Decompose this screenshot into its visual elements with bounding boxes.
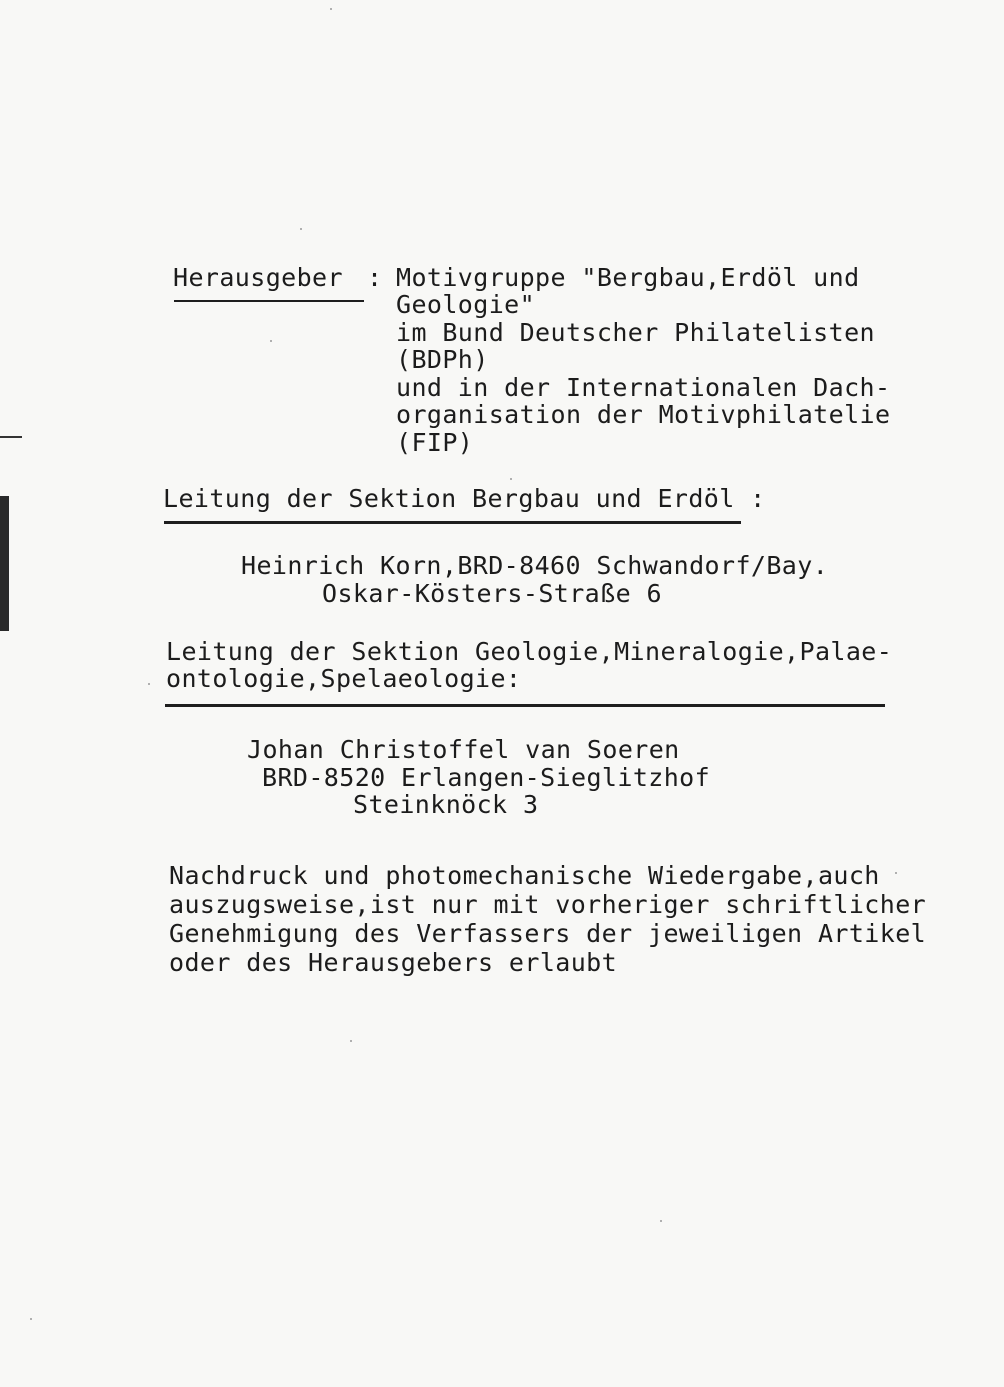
publisher-line-6: organisation der Motivphilatelie	[396, 400, 891, 429]
publisher-line-7: (FIP)	[396, 428, 474, 457]
publisher-separator: :	[367, 263, 383, 292]
section-mining-address-2: Oskar-Kösters-Straße 6	[322, 579, 662, 608]
section-geology-heading-1: Leitung der Sektion Geologie,Mineralogie,Palae-	[166, 637, 893, 666]
notice-line-4: oder des Herausgebers erlaubt	[169, 948, 618, 977]
section-geology-address-2: BRD-8520 Erlangen-Sieglitzhof	[262, 763, 711, 792]
publisher-line-3: im Bund Deutscher Philatelisten	[396, 318, 875, 347]
scan-speck	[895, 872, 897, 874]
section-geology-address-1: Johan Christoffel van Soeren	[247, 735, 680, 764]
scan-speck	[148, 683, 150, 685]
section-mining-heading: Leitung der Sektion Bergbau und Erdöl :	[163, 484, 766, 513]
scan-speck	[270, 340, 272, 342]
scan-speck	[300, 228, 302, 230]
scan-speck	[30, 1318, 32, 1320]
section-mining-underline	[164, 521, 741, 524]
publisher-label-underline	[174, 300, 364, 302]
publisher-label: Herausgeber	[173, 263, 343, 292]
notice-line-1: Nachdruck und photomechanische Wiedergabe,auch	[169, 861, 880, 890]
scan-speck	[660, 1220, 662, 1222]
section-mining-address-1: Heinrich Korn,BRD-8460 Schwandorf/Bay.	[241, 551, 829, 580]
section-geology-underline	[165, 704, 885, 707]
publisher-line-1: Motivgruppe "Bergbau,Erdöl und	[396, 263, 860, 292]
scan-speck	[350, 1040, 352, 1042]
notice-line-2: auszugsweise,ist nur mit vorheriger schriftlicher	[169, 890, 927, 919]
section-geology-address-3: Steinknöck 3	[353, 790, 539, 819]
publisher-line-2: Geologie"	[396, 290, 536, 319]
scan-speck	[330, 8, 332, 10]
publisher-line-4: (BDPh)	[396, 345, 489, 374]
publisher-line-5: und in der Internationalen Dach-	[396, 373, 891, 402]
scan-edge-tick	[0, 436, 22, 438]
section-geology-heading-2: ontologie,Spelaeologie:	[166, 664, 522, 693]
scan-speck	[510, 478, 512, 480]
scan-edge-mark	[0, 496, 9, 631]
notice-line-3: Genehmigung des Verfassers der jeweiligen Artikel	[169, 919, 927, 948]
